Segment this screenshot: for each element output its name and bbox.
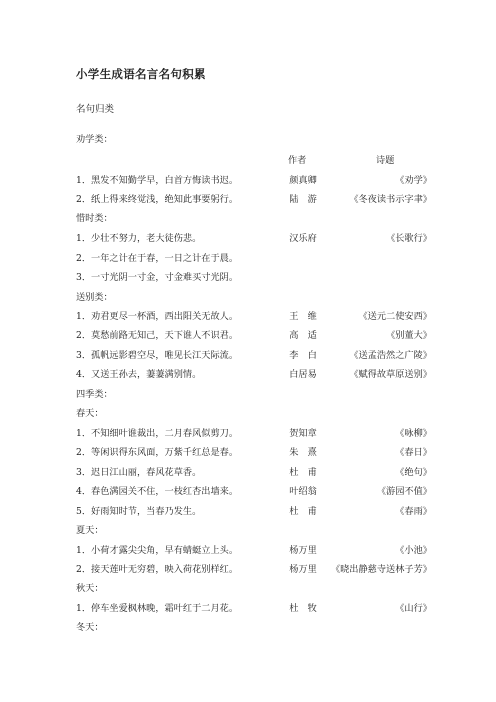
quote-poem: 《咏柳》 [395, 428, 432, 439]
quote-text: 3．孤帆远影碧空尽，唯见长江天际流。 [76, 350, 239, 361]
quote-author: 叶绍翁 [289, 486, 317, 497]
quote-poem: 《别董大》 [386, 330, 432, 341]
section-label-spring: 春天： [76, 408, 104, 419]
quote-poem: 《山行》 [395, 603, 432, 614]
quote-text: 1．少壮不努力，老大徒伤悲。 [76, 233, 202, 244]
quote-text: 3．迟日江山丽，春风花草香。 [76, 467, 202, 478]
quote-author: 高 适 [289, 330, 317, 341]
quote-text: 2．接天莲叶无穷碧，映入荷花别样红。 [76, 564, 239, 575]
quote-author: 李 白 [289, 350, 317, 361]
section-label-siji: 四季类： [76, 389, 113, 400]
quote-author: 杜 甫 [289, 506, 317, 517]
quote-text: 4．又送王孙去，萋萋满别情。 [76, 369, 202, 380]
quote-text: 5．好雨知时节，当春乃发生。 [76, 506, 202, 517]
quote-author: 贺知章 [289, 428, 317, 439]
quote-author: 汉乐府 [289, 233, 317, 244]
quote-poem: 《游园不值》 [376, 486, 432, 497]
quote-author: 朱 熹 [289, 447, 317, 458]
quote-author: 白居易 [289, 369, 317, 380]
quote-author: 杜 牧 [289, 603, 317, 614]
quote-poem: 《小池》 [395, 545, 432, 556]
quote-author: 杨万里 [289, 545, 317, 556]
quote-text: 2．纸上得来终觉浅，绝知此事要躬行。 [76, 194, 239, 205]
quote-poem: 《绝句》 [395, 467, 432, 478]
section-label-xishi: 惜时类： [76, 213, 113, 224]
page-title: 小学生成语名言名句积累 [76, 67, 206, 81]
section-label-winter: 冬天： [76, 622, 104, 633]
quote-text: 1．黑发不知勤学早，白首方悔读书迟。 [76, 175, 239, 186]
quote-author: 陆 游 [289, 194, 317, 205]
quote-poem: 《春日》 [395, 447, 432, 458]
section-label-autumn: 秋天： [76, 583, 104, 594]
quote-text: 4．春色满园关不住，一枝红杏出墙来。 [76, 486, 239, 497]
quote-poem: 《冬夜读书示字聿》 [349, 194, 432, 205]
quote-poem: 《晓出静慈寺送林子芳》 [330, 564, 432, 575]
quote-poem: 《送元二使安西》 [358, 311, 432, 322]
quote-poem: 《赋得故草原送别》 [349, 369, 432, 380]
quote-text: 1．小荷才露尖尖角，早有蜻蜓立上头。 [76, 545, 239, 556]
quote-poem: 《劝学》 [395, 175, 432, 186]
column-header-author: 作者 [288, 155, 307, 166]
quote-text: 2．一年之计在于春，一日之计在于晨。 [76, 253, 239, 264]
quote-text: 1．停车坐爱枫林晚，霜叶红于二月花。 [76, 603, 239, 614]
subtitle: 名句归类 [76, 104, 115, 115]
quote-author: 杜 甫 [289, 467, 317, 478]
quote-text: 3．一寸光阴一寸金，寸金难买寸光阴。 [76, 272, 239, 283]
quote-author: 杨万里 [289, 564, 317, 575]
quote-text: 1．不知细叶谁裁出，二月春风似剪刀。 [76, 428, 239, 439]
quote-poem: 《送孟浩然之广陵》 [349, 350, 432, 361]
quote-text: 2．莫愁前路无知己，天下谁人不识君。 [76, 330, 239, 341]
column-header-poem: 诗题 [376, 155, 395, 166]
section-label-summer: 夏天： [76, 525, 104, 536]
section-label-songbie: 送别类： [76, 292, 113, 303]
section-label-quanxue: 劝学类： [76, 134, 113, 145]
quote-author: 颜真卿 [289, 175, 317, 186]
quote-author: 王 维 [289, 311, 317, 322]
quote-poem: 《春雨》 [395, 506, 432, 517]
quote-text: 1．劝君更尽一杯酒，西出阳关无故人。 [76, 311, 239, 322]
quote-text: 2．等闲识得东风面，万紫千红总是春。 [76, 447, 239, 458]
quote-poem: 《长歌行》 [386, 233, 432, 244]
